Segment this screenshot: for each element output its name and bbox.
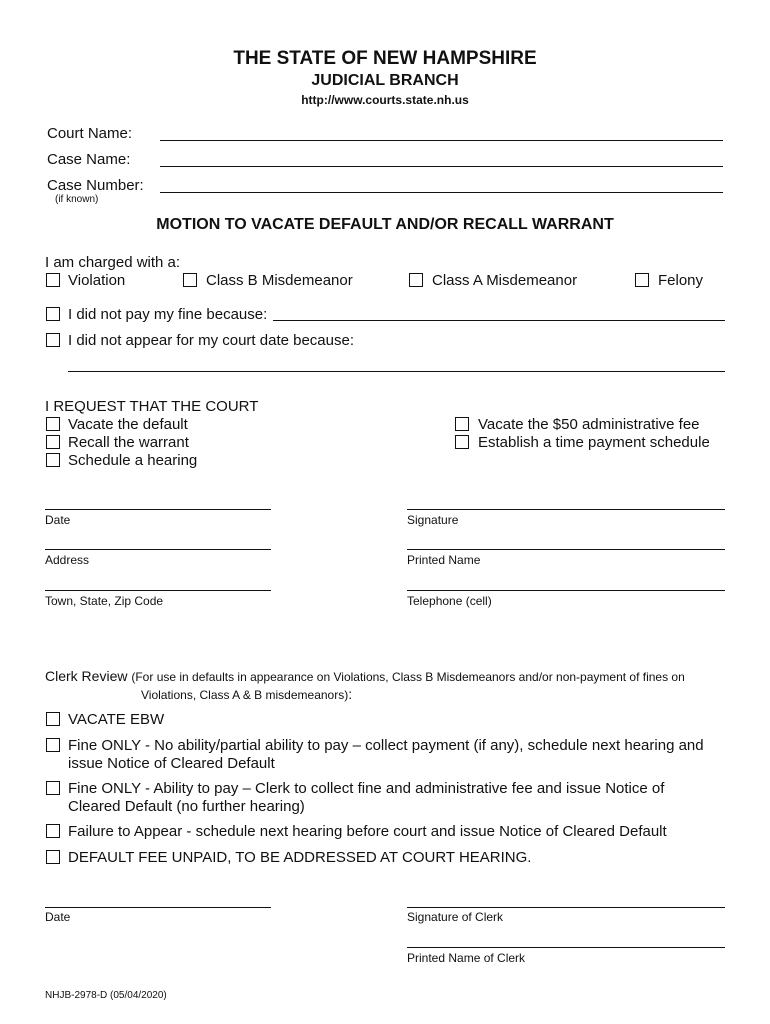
checkbox-payment-schedule[interactable]: [455, 435, 469, 449]
clerk-option-vacate-ebw: VACATE EBW: [68, 711, 165, 728]
fine-reason-field[interactable]: [273, 320, 725, 321]
checkbox-did-not-appear[interactable]: [46, 333, 60, 347]
charged-label: I am charged with a:: [45, 254, 181, 271]
branch-title: JUDICIAL BRANCH: [311, 72, 459, 89]
printed-name-field[interactable]: [407, 549, 725, 550]
checkbox-fine-not-paid[interactable]: [46, 307, 60, 321]
charge-class-b-label: Class B Misdemeanor: [206, 272, 353, 289]
clerk-printed-name-field[interactable]: [407, 947, 725, 948]
clerk-review-note: (For use in defaults in appearance on Violations, Class B Misdemeanors and/or non-payment of fines on: [131, 670, 685, 684]
request-schedule-hearing: Schedule a hearing: [68, 452, 198, 469]
checkbox-class-a[interactable]: [409, 273, 423, 287]
request-heading: I REQUEST THAT THE COURT: [45, 398, 259, 415]
town-label: Town, State, Zip Code: [45, 594, 164, 608]
clerk-option-fine-ability-cont: Cleared Default (no further hearing): [68, 798, 305, 815]
checkbox-vacate-ebw[interactable]: [46, 712, 60, 726]
checkbox-fine-ability[interactable]: [46, 781, 60, 795]
clerk-signature-label: Signature of Clerk: [407, 910, 504, 924]
request-payment-schedule: Establish a time payment schedule: [478, 434, 710, 451]
fine-reason-label: I did not pay my fine because:: [68, 306, 268, 323]
checkbox-fine-no-ability[interactable]: [46, 738, 60, 752]
case-number-field[interactable]: [160, 192, 723, 193]
form-id: NHJB-2978-D (05/04/2020): [45, 990, 167, 1001]
clerk-review-note-line2: [141, 686, 352, 702]
court-url: http://www.courts.state.nh.us: [301, 93, 469, 107]
clerk-printed-name-label: Printed Name of Clerk: [407, 951, 526, 965]
clerk-review-heading: [45, 668, 685, 684]
printed-name-label: Printed Name: [407, 553, 481, 567]
case-name-field[interactable]: [160, 166, 723, 167]
clerk-option-default-fee-unpaid: DEFAULT FEE UNPAID, TO BE ADDRESSED AT COURT HEARING.: [68, 849, 532, 866]
request-vacate-fee: Vacate the $50 administrative fee: [478, 416, 700, 433]
signature-field[interactable]: [407, 509, 725, 510]
address-label: Address: [45, 553, 90, 567]
request-recall-warrant: Recall the warrant: [68, 434, 189, 451]
clerk-option-failure-to-appear: Failure to Appear - schedule next hearing before court and issue Notice of Cleared Default: [68, 823, 667, 840]
telephone-label: Telephone (cell): [407, 594, 492, 608]
checkbox-failure-to-appear[interactable]: [46, 824, 60, 838]
checkbox-class-b[interactable]: [183, 273, 197, 287]
case-number-label: Case Number:: [47, 177, 144, 194]
checkbox-vacate-fee[interactable]: [455, 417, 469, 431]
clerk-review-note-cont: Violations, Class A & B misdemeanors): [141, 688, 349, 702]
checkbox-recall-warrant[interactable]: [46, 435, 60, 449]
clerk-signature-field[interactable]: [407, 907, 725, 908]
checkbox-default-fee-unpaid[interactable]: [46, 850, 60, 864]
request-vacate-default: Vacate the default: [68, 416, 188, 433]
checkbox-violation[interactable]: [46, 273, 60, 287]
court-name-field[interactable]: [160, 140, 723, 141]
date-label: Date: [45, 513, 71, 527]
clerk-option-fine-ability: Fine ONLY - Ability to pay – Clerk to collect fine and administrative fee and issue Notice of: [68, 780, 665, 797]
signature-label: Signature: [407, 513, 459, 527]
date-field[interactable]: [45, 509, 271, 510]
clerk-review-colon: :: [348, 686, 353, 702]
checkbox-felony[interactable]: [635, 273, 649, 287]
charge-violation-label: Violation: [68, 272, 126, 289]
case-name-label: Case Name:: [47, 151, 131, 168]
appear-reason-field[interactable]: [68, 371, 725, 372]
checkbox-schedule-hearing[interactable]: [46, 453, 60, 467]
address-field[interactable]: [45, 549, 271, 550]
if-known-note: (if known): [55, 194, 99, 205]
form-title: MOTION TO VACATE DEFAULT AND/OR RECALL WARRANT: [156, 216, 614, 233]
charge-class-a-label: Class A Misdemeanor: [432, 272, 578, 289]
appear-reason-label: I did not appear for my court date because:: [68, 332, 355, 349]
clerk-date-field[interactable]: [45, 907, 271, 908]
state-title: THE STATE OF NEW HAMPSHIRE: [233, 48, 537, 69]
clerk-date-label: Date: [45, 910, 71, 924]
clerk-review-label: Clerk Review: [45, 668, 128, 684]
telephone-field[interactable]: [407, 590, 725, 591]
charge-felony-label: Felony: [658, 272, 704, 289]
clerk-option-fine-no-ability: Fine ONLY - No ability/partial ability to pay – collect payment (if any), schedule next hearing and: [68, 737, 704, 754]
checkbox-vacate-default[interactable]: [46, 417, 60, 431]
court-name-label: Court Name:: [47, 125, 133, 142]
town-field[interactable]: [45, 590, 271, 591]
clerk-option-fine-no-ability-cont: issue Notice of Cleared Default: [68, 755, 275, 772]
